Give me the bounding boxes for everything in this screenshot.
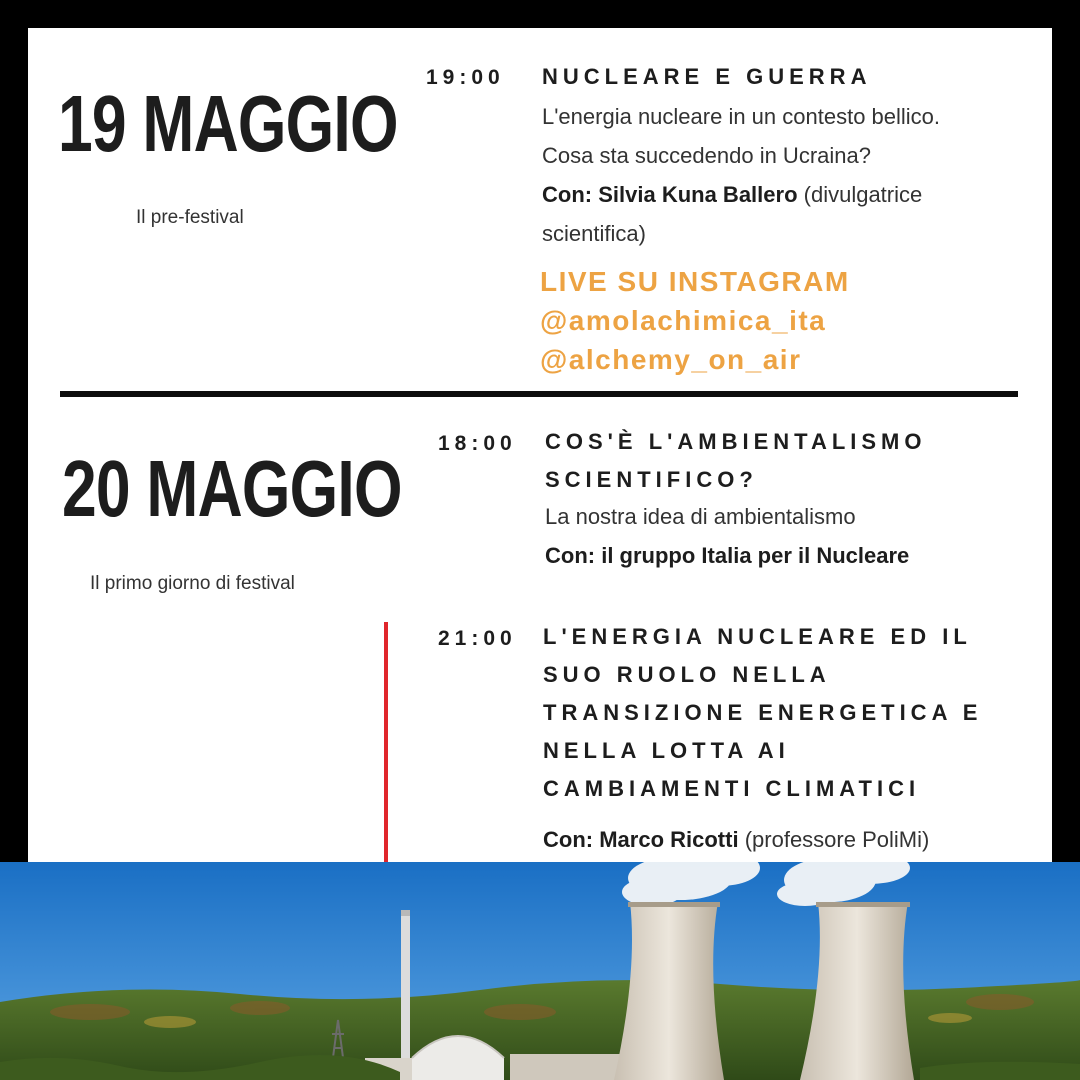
speaker-role: (divulgatrice (803, 182, 923, 207)
day2-event1-description: La nostra idea di ambientalismo (545, 504, 856, 529)
title-line: L'ENERGIA NUCLEARE ED IL (543, 624, 972, 649)
day1-subtitle: Il pre-festival (136, 207, 244, 228)
title-line: CAMBIAMENTI CLIMATICI (543, 776, 921, 801)
day2-event1-title (545, 423, 927, 499)
day1-event-description (542, 97, 940, 175)
title-line: COS'È L'AMBIENTALISMO (545, 429, 927, 454)
speaker-name: Silvia Kuna Ballero (598, 182, 798, 207)
speaker-label: Con: (545, 543, 596, 568)
day2-event1-time: 18:00 (438, 432, 517, 455)
day-divider (60, 391, 1018, 397)
speaker-label: Con: (543, 827, 594, 852)
day2-event2-time: 21:00 (438, 627, 517, 650)
description-line: Cosa sta succedendo in Ucraina? (542, 143, 871, 168)
title-line: SUO RUOLO NELLA (543, 662, 831, 687)
speaker-label: Con: (542, 182, 593, 207)
day2-event1-speaker (545, 536, 909, 575)
day1-event-title: NUCLEARE E GUERRA (542, 64, 872, 89)
instagram-live-block (540, 262, 850, 379)
title-line: SCIENTIFICO? (545, 467, 758, 492)
day1-event-time: 19:00 (426, 66, 505, 89)
timeline-marker (384, 622, 388, 868)
speaker-role: (professore PoliMi) (744, 827, 930, 852)
title-line: TRANSIZIONE ENERGETICA E (543, 700, 983, 725)
day2-subtitle: Il primo giorno di festival (90, 573, 295, 594)
speaker-role-cont: scientifica) (542, 221, 646, 246)
description-line: L'energia nucleare in un contesto bellico. (542, 104, 941, 129)
instagram-handle-amolachimica[interactable]: @amolachimica_ita (540, 305, 827, 336)
live-heading: LIVE SU INSTAGRAM (540, 266, 850, 297)
instagram-handle-alchemy[interactable]: @alchemy_on_air (540, 344, 802, 375)
day1-event-speaker (542, 175, 922, 253)
title-line: NELLA LOTTA AI (543, 738, 790, 763)
speaker-name: Marco Ricotti (599, 827, 739, 852)
day2-event2-title (543, 618, 982, 808)
day1-date: 19 MAGGIO (58, 79, 398, 168)
nuclear-plant-illustration (0, 862, 1080, 1080)
nuclear-plant-photo (0, 862, 1080, 1080)
day2-event2-speaker (543, 820, 929, 859)
day2-date: 20 MAGGIO (62, 444, 402, 533)
speaker-name: il gruppo Italia per il Nucleare (601, 543, 910, 568)
